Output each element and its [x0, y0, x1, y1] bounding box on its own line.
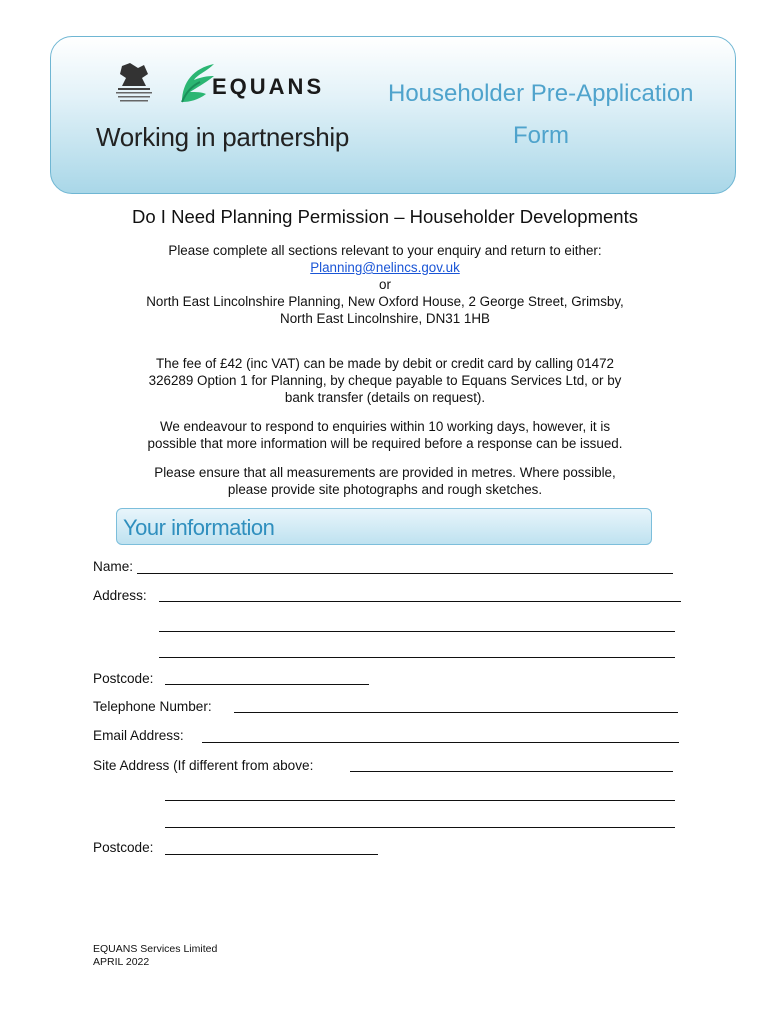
address-field-line2[interactable] — [159, 631, 675, 632]
postcode-label: Postcode: — [93, 671, 154, 686]
footer — [93, 943, 217, 969]
response-block — [90, 418, 680, 452]
measurement-block — [90, 464, 680, 498]
address-label: Address: — [93, 588, 147, 603]
site-postcode-label: Postcode: — [93, 840, 154, 855]
instructions-text: Please complete all sections relevant to your enquiry and return to either: — [168, 243, 602, 258]
email-field[interactable] — [202, 742, 679, 743]
tagline: Working in partnership — [96, 122, 350, 152]
equans-leaf-icon — [176, 62, 216, 106]
address-field-line3[interactable] — [159, 657, 675, 658]
form-title-line1: Householder Pre-Application — [388, 80, 694, 107]
address-line2: North East Lincolnshire, DN31 1HB — [280, 311, 490, 326]
site-address-label: Site Address (If different from above: — [93, 758, 314, 773]
page-heading: Do I Need Planning Permission – Householder Developments — [132, 206, 638, 227]
telephone-label: Telephone Number: — [93, 699, 212, 714]
email-link[interactable]: Planning@nelincs.gov.uk — [310, 260, 460, 275]
address-field-line1[interactable] — [159, 601, 681, 602]
header-banner — [50, 36, 736, 194]
measure-line1: Please ensure that all measurements are provided in metres. Where possible, — [154, 465, 616, 480]
or-text: or — [379, 277, 391, 292]
response-line1: We endeavour to respond to enquiries within 10 working days, however, it is — [159, 419, 611, 434]
site-address-field-line1[interactable] — [350, 771, 673, 772]
footer-date: APRIL 2022 — [93, 956, 150, 968]
form-title-line2: Form — [513, 122, 569, 149]
address-line1: North East Lincolnshire Planning, New Oxford House, 2 George Street, Grimsby, — [146, 294, 624, 309]
fee-line3: bank transfer (details on request). — [284, 390, 486, 405]
fee-line1: The fee of £42 (inc VAT) can be made by debit or credit card by calling 01472 — [155, 356, 614, 371]
brand-wordmark: EQUANS — [212, 74, 325, 99]
response-line2: possible that more information will be required before a response can be issued. — [147, 436, 623, 451]
postcode-field[interactable] — [165, 684, 369, 685]
site-address-field-line3[interactable] — [165, 827, 675, 828]
site-postcode-field[interactable] — [165, 854, 378, 855]
site-address-field-line2[interactable] — [165, 800, 675, 801]
section-title: Your information — [123, 515, 275, 540]
telephone-field[interactable] — [234, 712, 678, 713]
instructions-block — [90, 242, 680, 327]
name-field[interactable] — [137, 573, 673, 574]
section-header — [116, 508, 652, 545]
name-label: Name: — [93, 559, 134, 574]
footer-company: EQUANS Services Limited — [93, 943, 218, 955]
email-label: Email Address: — [93, 728, 184, 743]
fee-block — [90, 355, 680, 406]
fee-line2: 326289 Option 1 for Planning, by cheque payable to Equans Services Ltd, or by — [148, 373, 622, 388]
measure-line2: please provide site photographs and rough sketches. — [227, 482, 543, 497]
council-crest-icon — [108, 62, 160, 104]
